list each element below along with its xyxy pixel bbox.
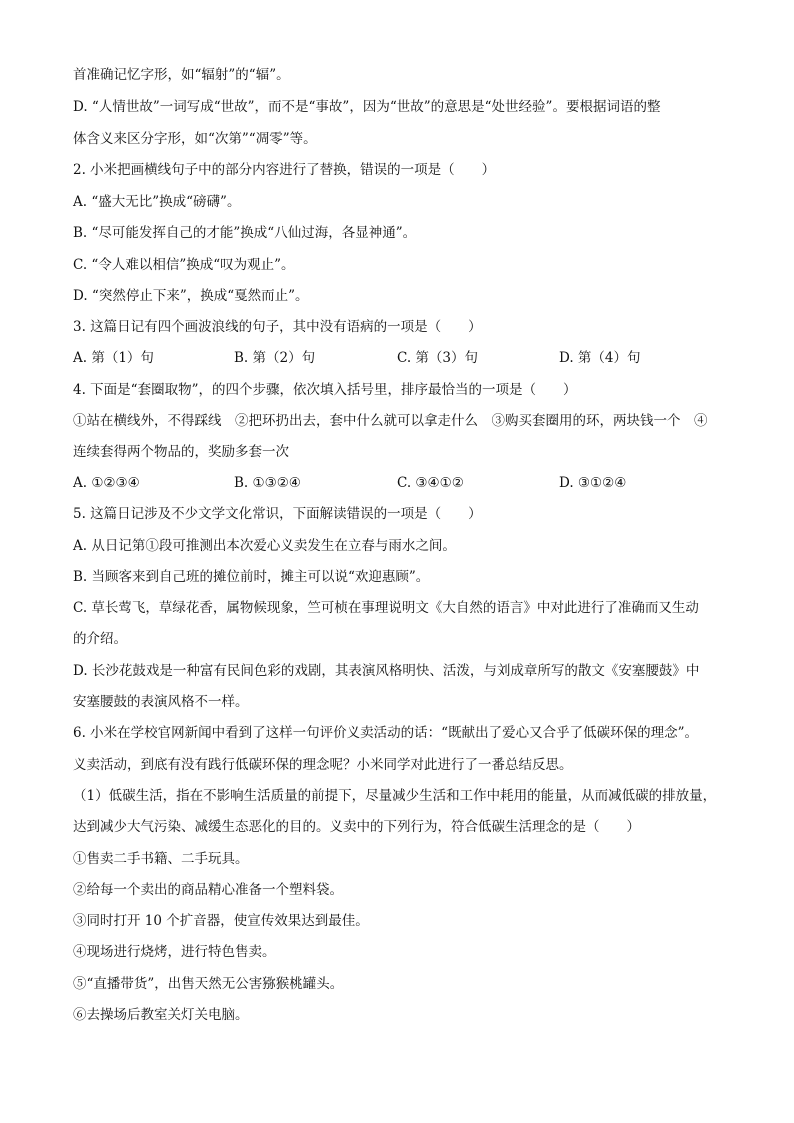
question-2-option-a: A. “盛大无比”换成“磅礴”。 (73, 194, 241, 210)
question-4-steps-line-1: ①站在横线外，不得踩线 ②把环扔出去，套中什么就可以拿走什么 ③购买套圈用的环，两块钱一个 ④ (73, 413, 708, 429)
question-6-item-3: ③同时打开 10 个扩音器，使宣传效果达到最佳。 (73, 913, 369, 929)
question-5-option-c-line-1: C. 草长莺飞，草绿花香，属物候现象，竺可桢在事理说明文《大自然的语言》中对此进行了准确而又生动 (73, 600, 699, 616)
question-5-option-c-line-2: 的介绍。 (73, 631, 127, 647)
question-5-option-b: B. 当顾客来到自己班的摊位前时，摊主可以说“欢迎惠顾”。 (73, 569, 430, 585)
question-3-option-b: B. 第（2）句 (234, 350, 316, 366)
question-6-stem-line-2: 义卖活动，到底有没有践行低碳环保的理念呢？小米同学对此进行了一番总结反思。 (73, 757, 573, 773)
question-6-item-1: ①售卖二手书籍、二手玩具。 (73, 851, 249, 867)
question-3-option-a: A. 第（1）句 (73, 350, 154, 366)
option-d-line-1: D. “人情世故”一词写成“世故”，而不是“事故”，因为“世故”的意思是“处世经验”。要根据词语的整 (73, 99, 661, 115)
question-5-option-d-line-2: 安塞腰鼓的表演风格不一样。 (73, 694, 249, 710)
question-4-stem: 4. 下面是“套圈取物”，的四个步骤，依次填入括号里，排序最恰当的一项是（ ） (73, 382, 577, 398)
question-5-option-d-line-1: D. 长沙花鼓戏是一种富有民间色彩的戏剧，其表演风格明快、活泼，与刘成章所写的散文《安塞腰鼓》中 (73, 663, 700, 679)
question-4-option-c: C. ③④①② (397, 475, 464, 491)
question-4-option-a: A. ①②③④ (73, 475, 140, 491)
question-2-stem: 2. 小米把画横线句子中的部分内容进行了替换，错误的一项是（ ） (73, 162, 496, 178)
question-4-steps-line-2: 连续套得两个物品的，奖励多套一次 (73, 444, 289, 460)
question-3-stem: 3. 这篇日记有四个画波浪线的句子，其中没有语病的一项是（ ） (73, 319, 482, 335)
question-6-part-1-line-2: 达到减少大气污染、减缓生态恶化的目的。义卖中的下列行为，符合低碳生活理念的是（ ） (73, 819, 640, 835)
question-4-option-d: D. ③①②④ (559, 475, 627, 491)
question-6-item-4: ④现场进行烧烤，进行特色售卖。 (73, 944, 276, 960)
question-6-item-6: ⑥去操场后教室关灯关电脑。 (73, 1007, 249, 1023)
question-2-option-b: B. “尽可能发挥自己的才能”换成“八仙过海，各显神通”。 (73, 225, 417, 241)
question-6-item-2: ②给每一个卖出的商品精心准备一个塑料袋。 (73, 882, 343, 898)
question-5-stem: 5. 这篇日记涉及不少文学文化常识，下面解读错误的一项是（ ） (73, 506, 482, 522)
question-6-item-5: ⑤“直播带货”，出售天然无公害猕猴桃罐头。 (73, 976, 344, 992)
question-2-option-c: C. “令人难以相信”换成“叹为观止”。 (73, 257, 295, 273)
question-5-option-a: A. 从日记第①段可推测出本次爱心义卖发生在立春与雨水之间。 (73, 538, 456, 554)
text-line: 首准确记忆字形，如“辐射”的“辐”。 (73, 67, 290, 83)
option-d-line-2: 体含义来区分字形，如“次第”“凋零”等。 (73, 131, 317, 147)
question-6-part-1-line-1: （1）低碳生活，指在不影响生活质量的前提下，尽量减少生活和工作中耗用的能量，从而减低碳的排放量， (73, 788, 717, 804)
question-2-option-d: D. “突然停止下来”，换成“戛然而止”。 (73, 288, 309, 304)
question-3-option-d: D. 第（4）句 (559, 350, 641, 366)
question-6-stem-line-1: 6. 小米在学校官网新闻中看到了这样一句评价义卖活动的话：“既献出了爱心又合乎了低碳环保的理念”。 (73, 725, 698, 741)
question-4-option-b: B. ①③②④ (234, 475, 301, 491)
question-3-option-c: C. 第（3）句 (397, 350, 479, 366)
